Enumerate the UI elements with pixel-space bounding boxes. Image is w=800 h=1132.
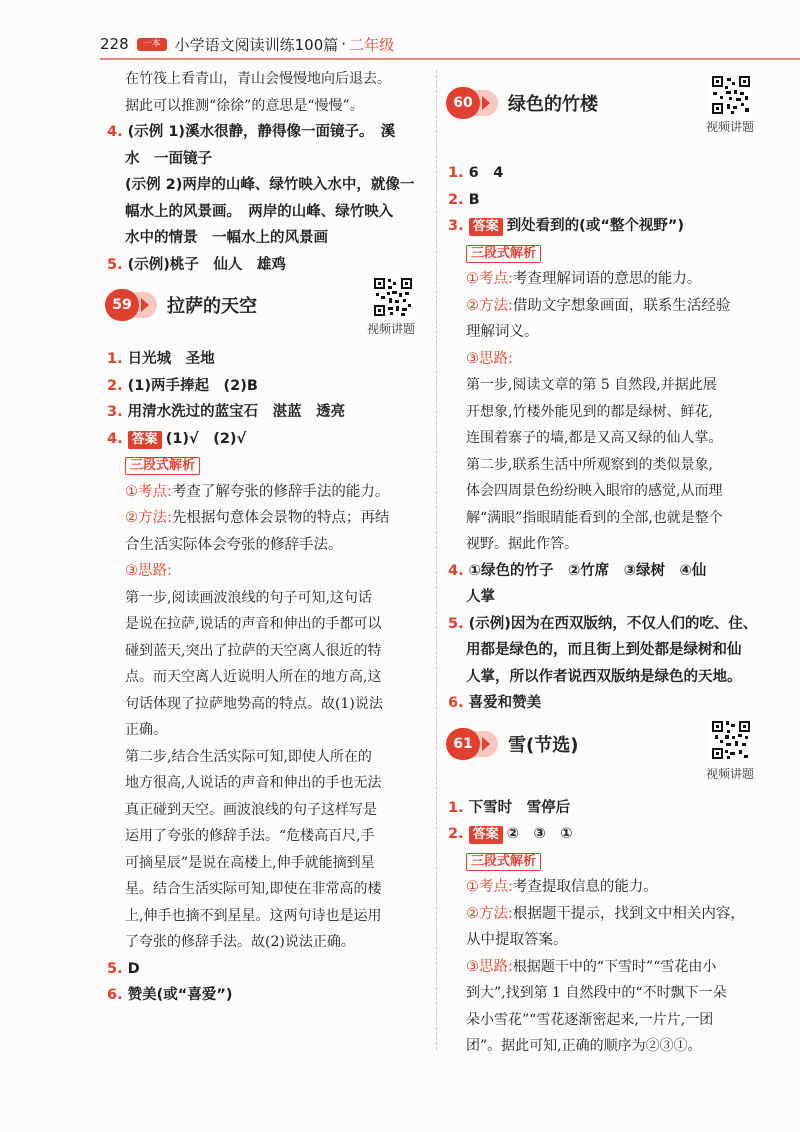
analysis-tag: 三段式解析: [466, 853, 541, 871]
question-number: 5.: [448, 615, 464, 632]
question-number: 3.: [107, 404, 123, 420]
text-line: 据此可以推测“徐徐”的意思是“慢慢”。: [125, 97, 364, 114]
question-number: 2.: [448, 191, 464, 208]
question-number: 5.: [107, 256, 123, 273]
analysis-text: 先根据句意体会景物的特点；再结: [171, 510, 390, 526]
analysis-method: [107, 505, 432, 532]
analysis-text: 借助文字想象画面，联系生活经验: [512, 297, 731, 314]
answer-item: [107, 119, 432, 146]
answer-text: 下雪时 雪停后: [468, 799, 571, 816]
qr-caption: 视频讲题: [706, 120, 755, 134]
answer-text: 人掌: [466, 589, 495, 605]
text-line: 朵小雪花”“雪花逐渐密起来,一片片,一团: [466, 1011, 714, 1028]
section-title: 绿色的竹楼: [508, 94, 598, 115]
answer-item: [448, 213, 768, 240]
section-header-60: [448, 66, 768, 160]
text-line: 第一步,阅读文章的第 5 自然段,并据此展: [466, 377, 717, 393]
header-separator: ·: [341, 35, 347, 53]
answer-text: 赞美(或“喜爱”): [127, 987, 233, 1003]
text-line: 可摘星辰”是说在高楼上,伸手就能摘到星: [125, 854, 375, 871]
text-line: 碰到蓝天,突出了拉萨的天空离人很近的特: [125, 642, 382, 659]
question-number: 4.: [107, 124, 123, 140]
answer-text: D: [127, 960, 140, 977]
text-line: 开想象,竹楼外能见到的都是绿树、鲜花,: [466, 403, 713, 420]
answer-text: 水中的情景 一幅水上的风景画: [125, 230, 328, 246]
book-series-title: 小学语文阅读训练100篇: [174, 35, 339, 54]
qr-code-icon[interactable]: [372, 276, 414, 318]
answer-item: [448, 187, 768, 214]
section-number-badge: [448, 86, 492, 120]
answer-tag: 答案: [128, 431, 162, 449]
qr-caption: 视频讲题: [367, 322, 416, 336]
answer-item: [448, 611, 768, 638]
answer-item: [107, 252, 432, 279]
question-number: 2.: [107, 377, 123, 394]
answer-text: 到处看到的(或“整个视野”): [506, 218, 685, 234]
text-line: 到大”,找到第 1 自然段中的“不时飘下一朵: [466, 985, 727, 1001]
analysis-heading: [448, 240, 768, 267]
analysis-label: ①考点:: [125, 483, 172, 500]
page-header: [100, 30, 394, 58]
analysis-label: ③思路:: [125, 563, 172, 579]
text-line: 第二步,结合生活实际可知,即使人所在的: [125, 748, 372, 765]
answer-item: [107, 982, 432, 1009]
analysis-point: [448, 266, 768, 293]
analysis-label: ①考点:: [466, 271, 513, 287]
answer-item: [107, 956, 432, 983]
answer-text: 用都是绿色的，而且街上到处都是绿树和仙: [466, 642, 742, 658]
arrow-icon: [482, 96, 490, 110]
section-number-badge: [107, 288, 151, 322]
text-line: 句话体现了拉萨地势高的特点。故(1)说法: [125, 695, 383, 712]
text-line: 了夸张的修辞手法。故(2)说法正确。: [125, 934, 355, 950]
grade-label: 二年级: [349, 35, 395, 54]
section-number: 60: [446, 87, 480, 119]
text-line: 在竹筏上看青山，青山会慢慢地向后退去。: [125, 71, 391, 87]
answer-text: 喜爱和赞美: [468, 695, 542, 711]
analysis-text: 从中提取答案。: [466, 932, 568, 948]
text-line: 视野。据此作答。: [466, 536, 578, 552]
answer-item: [448, 160, 768, 187]
left-column: [107, 66, 432, 1009]
text-line: 团”。据此可知,正确的顺序为②③①。: [466, 1038, 702, 1054]
section-header-61: [448, 717, 768, 795]
answer-text: 水 一面镜子: [125, 150, 212, 167]
question-number: 6.: [448, 695, 464, 711]
answer-text: (1)两手捧起 (2)B: [127, 377, 258, 394]
analysis-text: 考查理解词语的意思的能力。: [512, 271, 702, 287]
answer-item: [107, 346, 432, 373]
answer-item: [448, 795, 768, 822]
analysis-label: ③思路:: [466, 958, 513, 975]
page-number: 228: [100, 35, 129, 53]
arrow-icon: [482, 737, 490, 751]
question-number: 4.: [107, 430, 123, 447]
answer-text: ② ③ ①: [506, 826, 573, 842]
analysis-label: ②方法:: [125, 510, 172, 526]
text-line: 第二步,联系生活中所观察到的类似景象,: [466, 456, 713, 473]
answer-item: [107, 373, 432, 400]
text-line: 正确。: [125, 722, 167, 738]
analysis-label: ③思路:: [466, 350, 513, 367]
section-header-59: [107, 278, 432, 346]
question-number: 3.: [448, 218, 464, 234]
analysis-point: [107, 479, 432, 506]
answer-tag: 答案: [469, 218, 503, 236]
question-number: 6.: [107, 987, 123, 1003]
analysis-method: [448, 293, 768, 320]
answer-text: (示例 2)两岸的山峰、绿竹映入水中，就像一: [125, 177, 415, 193]
answer-item: [107, 426, 432, 453]
question-number: 2.: [448, 826, 464, 842]
answer-text: B: [468, 191, 480, 208]
publisher-logo: 一本: [137, 38, 167, 51]
analysis-reasoning: [448, 954, 768, 981]
question-number: 1.: [448, 799, 464, 816]
question-number: 1.: [107, 351, 123, 367]
analysis-text: 根据题干提示，找到文中相关内容，: [512, 905, 745, 922]
right-column: [448, 66, 768, 1060]
text-line: 连围着寨子的墙,都是又高又绿的仙人掌。: [466, 430, 723, 446]
answer-text: 人掌，所以作者说西双版纳是绿色的天地。: [466, 668, 742, 685]
analysis-text: 考查了解夸张的修辞手法的能力。: [171, 483, 390, 500]
arrow-icon: [141, 298, 149, 312]
answer-item: [107, 399, 432, 426]
analysis-point: [448, 874, 768, 901]
text-line: 运用了夸张的修辞手法。“危楼高百尺,手: [125, 828, 375, 844]
analysis-tag: 三段式解析: [466, 245, 541, 263]
text-line: 地方很高,人说话的声音和伸出的手也无法: [125, 775, 382, 791]
text-line: 第一步,阅读画波浪线的句子可知,这句话: [125, 589, 372, 606]
question-number: 4.: [448, 562, 464, 579]
text-line: 星。结合生活实际可知,即使在非常高的楼: [125, 881, 382, 897]
qr-caption: 视频讲题: [706, 766, 755, 781]
qr-code-icon[interactable]: [710, 719, 752, 761]
analysis-tag: 三段式解析: [125, 457, 200, 475]
text-line: 是说在拉萨,说话的声音和伸出的手都可以: [125, 616, 382, 632]
answer-tag: 答案: [469, 826, 503, 844]
answer-text: (示例)桃子 仙人 雄鸡: [127, 256, 286, 273]
answer-text: (示例)因为在西双版纳，不仅人们的吃、住、: [468, 615, 758, 632]
section-number: 59: [105, 289, 139, 321]
analysis-text: 考查提取信息的能力。: [512, 879, 658, 895]
section-number-badge: [448, 727, 492, 761]
answer-text: (1)√ (2)√: [165, 430, 247, 447]
answer-text: 幅水上的风景画。 两岸的山峰、绿竹映入: [125, 203, 394, 220]
text-line: 上,伸手也摘不到星星。这两句诗也是运用: [125, 907, 382, 924]
answer-text: 日光城 圣地: [127, 351, 215, 367]
analysis-text: 合生活实际体会夸张的修辞手法。: [125, 536, 343, 553]
analysis-heading: [107, 452, 432, 479]
text-line: 体会四周景色纷纷映入眼帘的感觉,从而理: [466, 483, 723, 499]
answer-item: [448, 690, 768, 717]
section-number: 61: [446, 728, 480, 760]
question-number: 5.: [107, 960, 123, 977]
section-title: 雪(节选): [508, 734, 579, 756]
text-line: 点。而天空离人近说明人所在的地方高,这: [125, 669, 382, 685]
analysis-text: 理解词义。: [466, 324, 539, 340]
question-number: 1.: [448, 165, 464, 181]
text-line: 解“满眼”指眼睛能看到的全部,也就是整个: [466, 509, 723, 526]
answer-text: (示例 1)溪水很静，静得像一面镜子。 溪: [127, 124, 396, 140]
column-divider: [436, 70, 437, 1050]
analysis-label: ②方法:: [466, 905, 513, 922]
header-rule: [100, 58, 800, 60]
text-line: 真正碰到天空。画波浪线的句子这样写是: [125, 801, 377, 818]
answer-text: ①绿色的竹子 ②竹席 ③绿树 ④仙: [468, 562, 707, 579]
analysis-heading: [448, 848, 768, 875]
answer-text: 6 4: [468, 165, 504, 181]
analysis-text: 根据题干中的“下雪时”“雪花由小: [512, 958, 717, 975]
analysis-label: ②方法:: [466, 297, 513, 314]
answer-item: [448, 558, 768, 585]
answer-item: [448, 821, 768, 848]
section-title: 拉萨的天空: [167, 296, 257, 317]
answer-text: 用清水洗过的蓝宝石 湛蓝 透亮: [127, 404, 346, 420]
qr-code-icon[interactable]: [710, 74, 752, 116]
analysis-method: [448, 901, 768, 928]
analysis-label: ①考点:: [466, 879, 513, 895]
